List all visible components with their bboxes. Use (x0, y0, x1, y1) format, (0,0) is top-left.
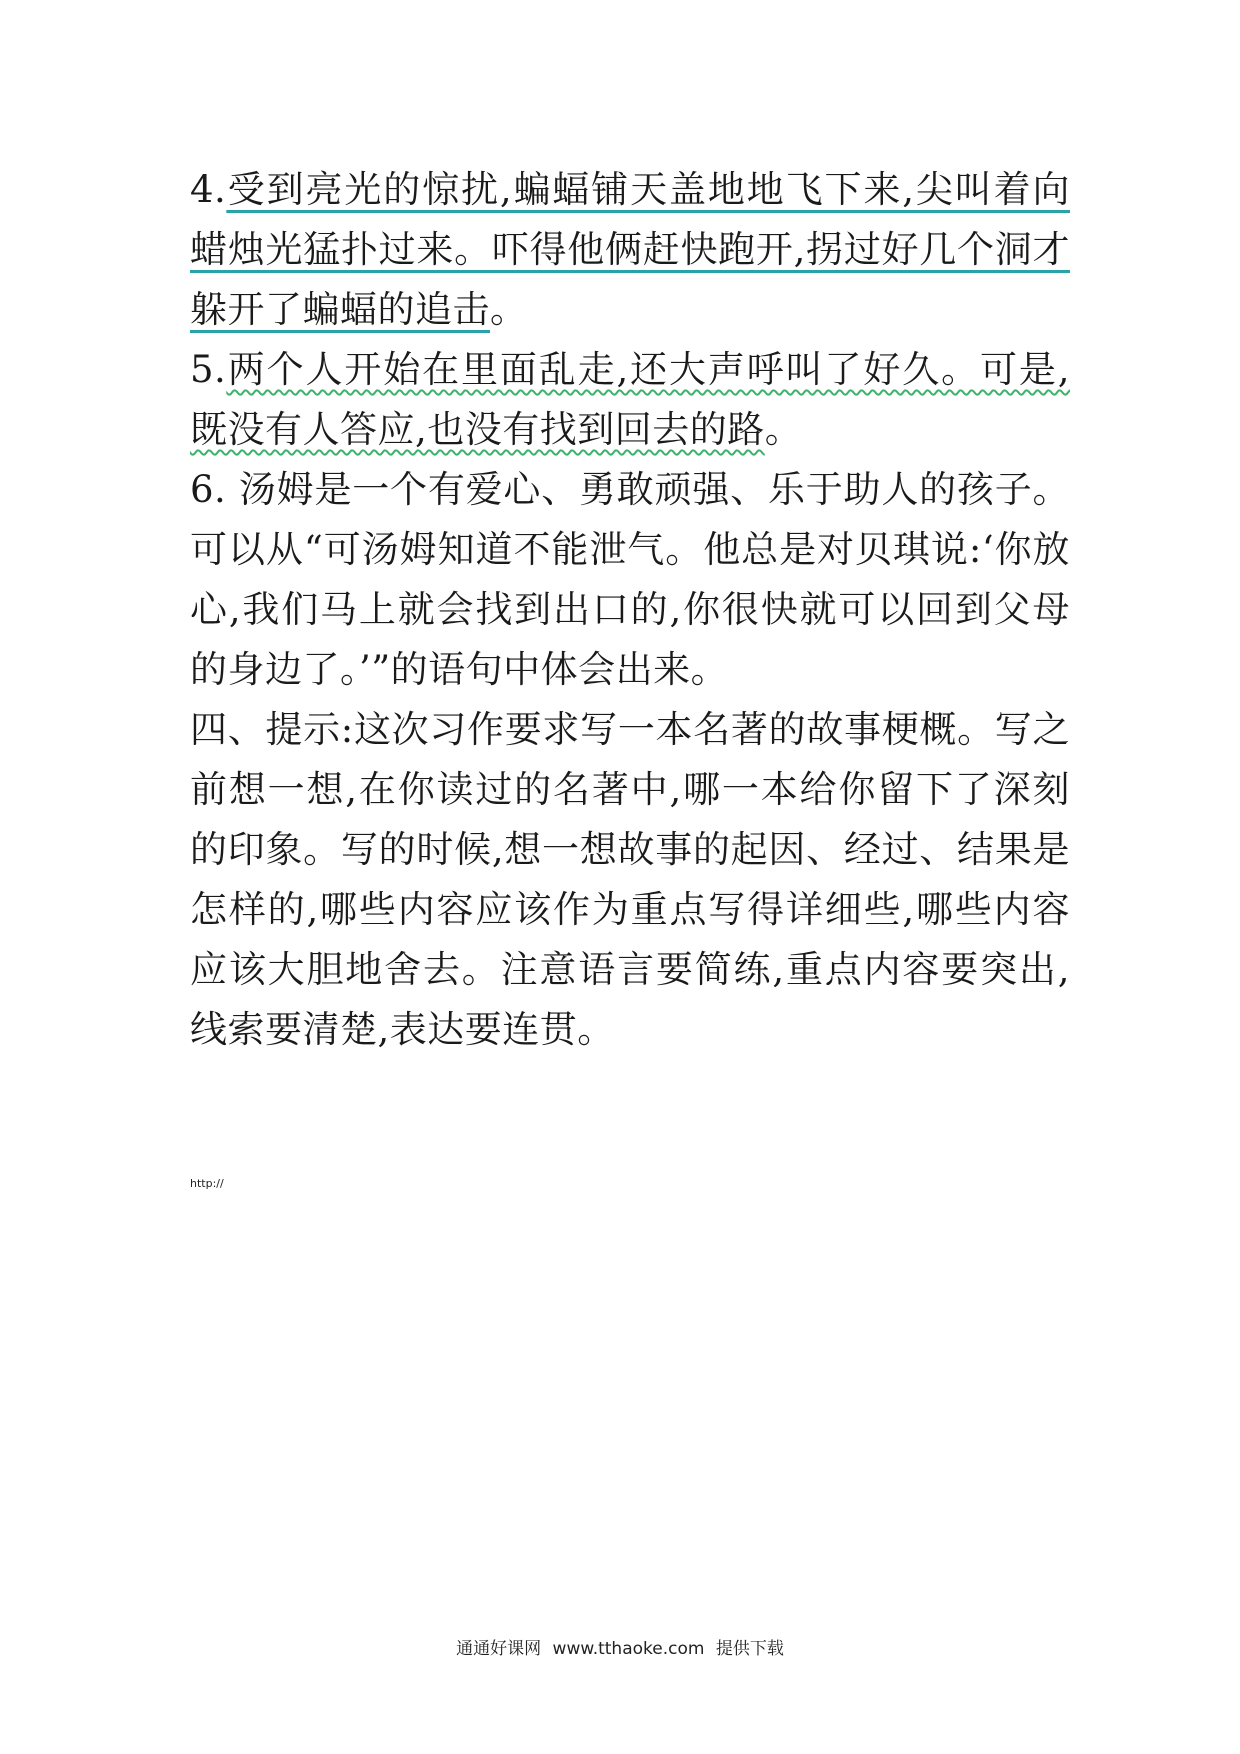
page-footer: 通通好课网 www.tthaoke.com 提供下载 (456, 1639, 784, 1659)
url-text: http:// (190, 1177, 224, 1190)
sentence-end: 。 (764, 408, 803, 451)
answer-item-5 (190, 340, 1070, 460)
sentence-end: 。 (490, 288, 528, 331)
answer-item-6: 6. 汤姆是一个有爱心、勇敢顽强、乐于助人的孩子。可以从“可汤姆知道不能泄气。他总是对贝琪说:‘你放心,我们马上就会找到出口的,你很快就可以回到父母的身边了。’”的语句中体会出来。 (190, 468, 1070, 691)
underlined-sentence: 受到亮光的惊扰,蝙蝠铺天盖地地飞下来,尖叫着向蜡烛光猛扑过来。吓得他俩赶快跑开,拐过好几个洞才躲开了蝙蝠的追击 (190, 168, 1070, 331)
item-number: 4. (190, 168, 227, 211)
item-number: 5. (190, 348, 227, 391)
writing-tip-section: 四、提示:这次习作要求写一本名著的故事梗概。写之前想一想,在你读过的名著中,哪一本给你留下了深刻的印象。写的时候,想一想故事的起因、经过、结果是怎样的,哪些内容应该作为重点写得详细些,哪些内容应该大胆地舍去。注意语言要简练,重点内容要突出,线索要清楚,表达要连贯。 (190, 708, 1070, 1051)
document-body (190, 160, 1070, 1060)
answer-item-4 (190, 160, 1070, 340)
wavy-underlined-sentence: 两个人开始在里面乱走,还大声呼叫了好久。可是,既没有人答应,也没有找到回去的路 (190, 348, 1070, 451)
